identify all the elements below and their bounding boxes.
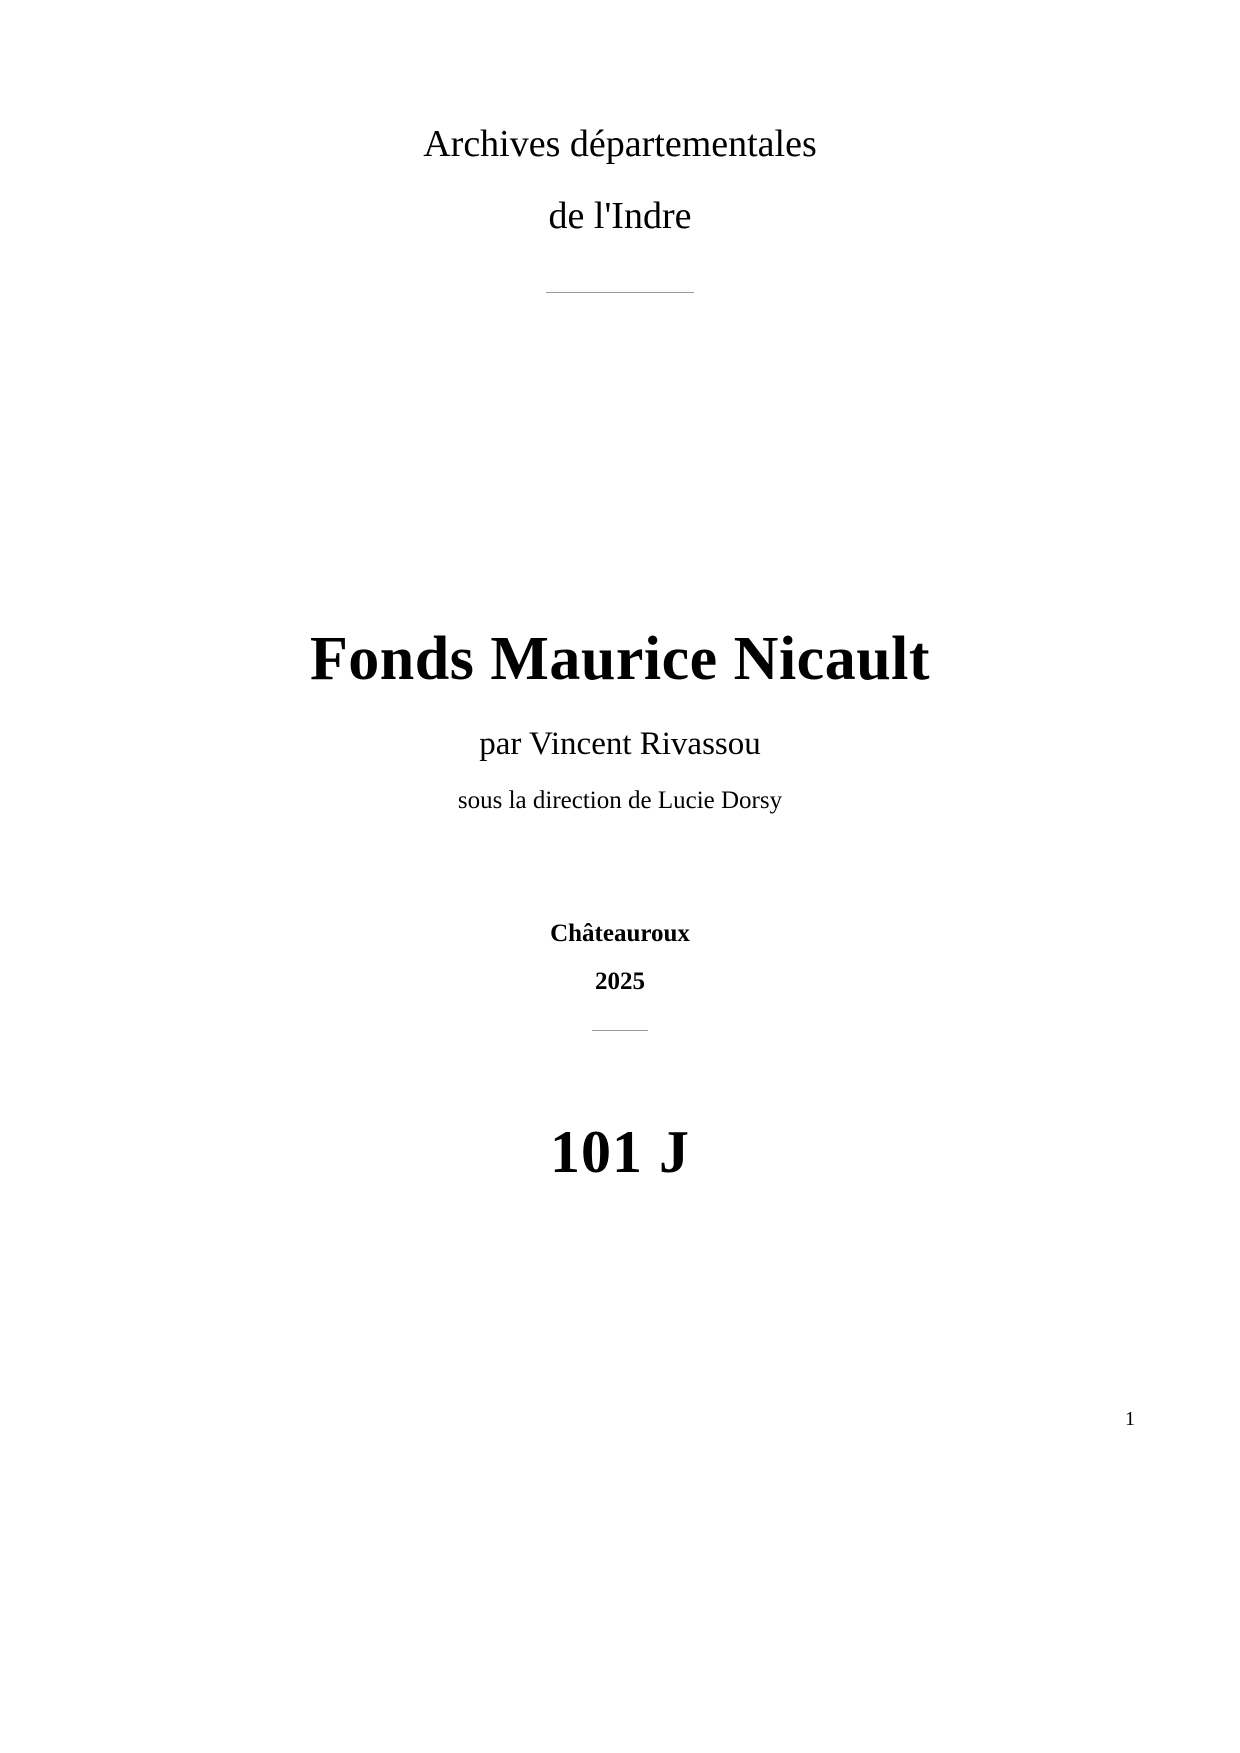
place-line: Châteauroux xyxy=(550,920,690,947)
year-line: 2025 xyxy=(595,968,645,995)
divider-top xyxy=(546,292,694,293)
author-line: par Vincent Rivassou xyxy=(479,726,761,762)
page-title: Fonds Maurice Nicault xyxy=(309,624,931,693)
institution-line-1: Archives départementales xyxy=(423,123,817,165)
reference-code: 101 J xyxy=(550,1119,690,1185)
supervisor-line: sous la direction de Lucie Dorsy xyxy=(457,787,783,814)
institution-heading xyxy=(0,108,1240,252)
institution-line-2: de l'Indre xyxy=(548,195,692,238)
page-number: 1 xyxy=(1125,1408,1135,1430)
divider-bottom xyxy=(592,1030,648,1031)
